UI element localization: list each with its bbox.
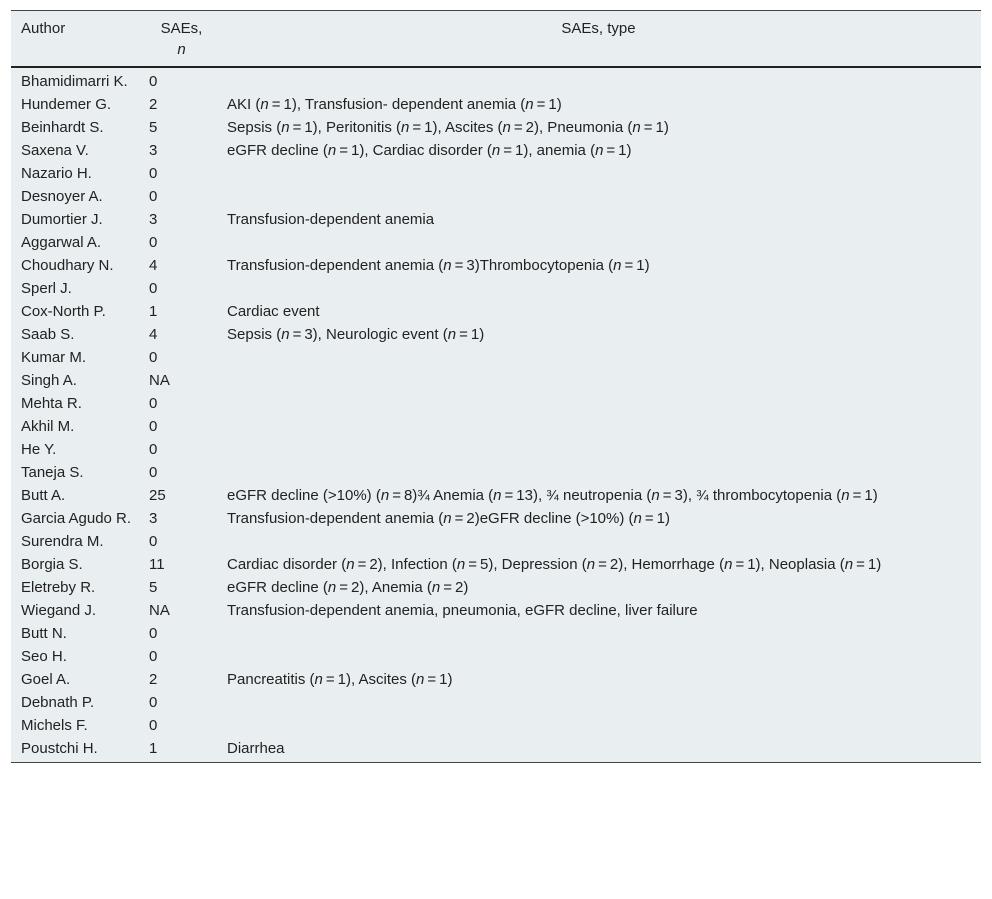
cell-author: Michels F. [21, 717, 88, 734]
cell-author: Sperl J. [21, 280, 72, 297]
table-row [11, 369, 981, 392]
cell-author: Debnath P. [21, 694, 95, 711]
cell-saes-n: 0 [149, 464, 158, 481]
table-row [11, 346, 981, 369]
cell-author: Saxena V. [21, 142, 89, 159]
cell-saes-type: Transfusion-dependent anemia (n = 3)Thrombocytopenia (n = 1) [227, 257, 650, 274]
table-row [11, 668, 981, 691]
cell-author: Surendra M. [21, 533, 104, 550]
cell-saes-type: Pancreatitis (n = 1), Ascites (n = 1) [227, 671, 453, 688]
cell-saes-type: Sepsis (n = 3), Neurologic event (n = 1) [227, 326, 485, 343]
table-row [11, 507, 981, 530]
cell-author: Taneja S. [21, 464, 84, 481]
cell-saes-n: 0 [149, 188, 158, 205]
cell-author: Mehta R. [21, 395, 82, 412]
cell-saes-n: 0 [149, 717, 158, 734]
table-row [11, 599, 981, 622]
table-body [11, 67, 981, 763]
cell-author: Nazario H. [21, 165, 92, 182]
cell-saes-n: 0 [149, 349, 158, 366]
table-row [11, 93, 981, 116]
table-row [11, 254, 981, 277]
cell-saes-n: NA [149, 602, 170, 619]
cell-author: Hundemer G. [21, 96, 112, 113]
cell-saes-type [216, 645, 981, 668]
cell-saes-n: 2 [149, 96, 158, 113]
saes-table [11, 10, 981, 763]
cell-author: Akhil M. [21, 418, 75, 435]
cell-author: Singh A. [21, 372, 77, 389]
table-row [11, 116, 981, 139]
cell-author: Poustchi H. [11, 737, 147, 763]
cell-author: Eletreby R. [21, 579, 96, 596]
table-row [11, 691, 981, 714]
cell-saes-n: 0 [149, 418, 158, 435]
cell-saes-n: 5 [149, 119, 158, 136]
cell-author: Goel A. [21, 671, 71, 688]
table-row [11, 438, 981, 461]
cell-saes-n: 3 [149, 211, 158, 228]
cell-saes-type [216, 691, 981, 714]
table-row [11, 277, 981, 300]
table-row [11, 530, 981, 553]
cell-saes-n: 0 [149, 395, 158, 412]
cell-saes-n: 3 [149, 510, 158, 527]
table-row [11, 645, 981, 668]
cell-saes-type [216, 392, 981, 415]
cell-saes-n: 3 [149, 142, 158, 159]
table-row [11, 139, 981, 162]
cell-saes-type: Transfusion-dependent anemia [227, 211, 435, 228]
cell-saes-type [216, 277, 981, 300]
cell-saes-type [216, 185, 981, 208]
table-row [11, 231, 981, 254]
cell-saes-n: 4 [149, 326, 158, 343]
cell-saes-type: eGFR decline (n = 1), Cardiac disorder (n = 1), anemia (n = 1) [227, 142, 632, 159]
cell-saes-type [216, 530, 981, 553]
table-row [11, 461, 981, 484]
table-row [11, 300, 981, 323]
cell-author: Beinhardt S. [21, 119, 104, 136]
cell-saes-type [216, 714, 981, 737]
header-saes-type: SAEs, type [216, 11, 981, 68]
cell-author: Wiegand J. [21, 602, 97, 619]
cell-author: Bhamidimarri K. [21, 73, 128, 90]
cell-saes-type: Cardiac disorder (n = 2), Infection (n = 5), Depression (n = 2), Hemorrhage (n = 1), Neoplasia (n = 1) [227, 556, 882, 573]
cell-saes-n: 0 [149, 694, 158, 711]
cell-saes-n: NA [149, 372, 170, 389]
cell-author: Desnoyer A. [21, 188, 103, 205]
cell-saes-n: 11 [149, 556, 165, 573]
cell-saes-n: 0 [149, 648, 158, 665]
cell-author: Borgia S. [21, 556, 83, 573]
cell-author: Choudhary N. [21, 257, 114, 274]
cell-author: Butt N. [21, 625, 67, 642]
table-row [11, 185, 981, 208]
header-author: Author [11, 11, 147, 68]
cell-saes-n: 4 [149, 257, 158, 274]
cell-saes-type [216, 461, 981, 484]
cell-author: Saab S. [21, 326, 75, 343]
cell-saes-n: 5 [149, 579, 158, 596]
table-row [11, 392, 981, 415]
table-row [11, 576, 981, 599]
cell-saes-n: 1 [147, 737, 216, 763]
cell-saes-n: 0 [149, 73, 158, 90]
cell-saes-type: Transfusion-dependent anemia (n = 2)eGFR decline (>10%) (n = 1) [227, 510, 670, 527]
cell-saes-n: 2 [149, 671, 158, 688]
cell-saes-type [216, 231, 981, 254]
table-row [11, 162, 981, 185]
cell-saes-n: 0 [149, 441, 158, 458]
cell-saes-type: eGFR decline (>10%) (n = 8)¾ Anemia (n = 13), ¾ neutropenia (n = 3), ¾ thrombocytopenia (n = 1) [227, 487, 878, 504]
header-row [11, 11, 981, 68]
cell-saes-type: Transfusion-dependent anemia, pneumonia, eGFR decline, liver failure [227, 602, 698, 619]
table-container [11, 10, 981, 763]
cell-saes-type [216, 415, 981, 438]
cell-saes-n: 0 [149, 625, 158, 642]
cell-author: Seo H. [21, 648, 67, 665]
cell-author: Garcia Agudo R. [21, 510, 132, 527]
cell-saes-n: 0 [149, 165, 158, 182]
table-row [11, 737, 981, 763]
header-saes-n-line2: n [177, 41, 186, 58]
table-row [11, 208, 981, 231]
cell-saes-type [216, 622, 981, 645]
table-row [11, 323, 981, 346]
table-row [11, 622, 981, 645]
cell-author: Kumar M. [21, 349, 87, 366]
table-row [11, 484, 981, 507]
header-saes-n [147, 11, 216, 68]
cell-saes-type [216, 346, 981, 369]
cell-saes-type: eGFR decline (n = 2), Anemia (n = 2) [227, 579, 469, 596]
cell-saes-n: 25 [149, 487, 166, 504]
cell-saes-n: 0 [149, 280, 158, 297]
table-row [11, 553, 981, 576]
cell-saes-type: Cardiac event [227, 303, 320, 320]
table-row [11, 415, 981, 438]
cell-saes-type [216, 162, 981, 185]
cell-saes-type [216, 438, 981, 461]
cell-author: Aggarwal A. [21, 234, 102, 251]
cell-saes-n: 1 [149, 303, 158, 320]
cell-saes-type: Diarrhea [216, 737, 981, 763]
cell-author: Dumortier J. [21, 211, 103, 228]
cell-saes-type: Sepsis (n = 1), Peritonitis (n = 1), Ascites (n = 2), Pneumonia (n = 1) [227, 119, 669, 136]
table-row [11, 714, 981, 737]
header-saes-n-line1: SAEs, [160, 20, 203, 37]
table-row [11, 67, 981, 93]
cell-saes-n: 0 [149, 533, 158, 550]
cell-saes-type: AKI (n = 1), Transfusion- dependent anemia (n = 1) [227, 96, 562, 113]
cell-author: He Y. [21, 441, 57, 458]
cell-author: Butt A. [21, 487, 66, 504]
cell-saes-type [216, 369, 981, 392]
cell-author: Cox-North P. [21, 303, 106, 320]
cell-saes-type [216, 67, 981, 93]
cell-saes-n: 0 [149, 234, 158, 251]
